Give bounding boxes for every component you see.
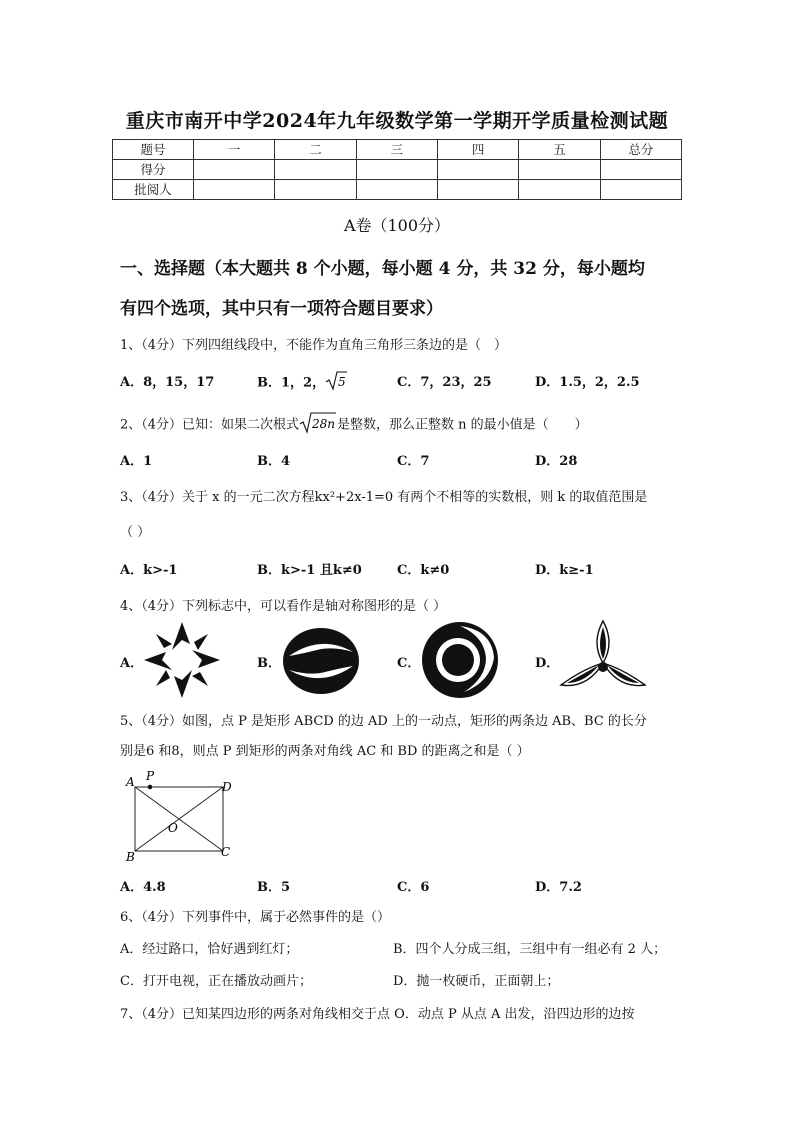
q1-option-a[interactable]: A．8，15，17 <box>120 375 215 390</box>
q5-option-d[interactable]: D．7.2 <box>535 880 582 895</box>
q4-option-d[interactable]: D． <box>535 656 560 671</box>
q1-option-b-prefix: B．1，2， <box>257 375 326 391</box>
q2-option-a[interactable]: A．1 <box>120 454 153 469</box>
q1-option-b[interactable] <box>257 371 347 395</box>
label-c: C <box>221 845 231 859</box>
page-title: 重庆市南开中学2024年九年级数学第一学期开学质量检测试题 <box>125 110 669 132</box>
q3-option-c[interactable]: C．k≠0 <box>397 563 450 578</box>
table-cell[interactable] <box>437 180 518 200</box>
table-cell[interactable] <box>600 160 681 180</box>
score-table <box>112 139 682 200</box>
table-row <box>113 140 682 160</box>
table-cell: 得分 <box>113 160 194 180</box>
label-o: O <box>168 821 178 835</box>
table-cell: 二 <box>275 140 356 160</box>
q4-stem: 4、（4分）下列标志中，可以看作是轴对称图形的是（ ） <box>120 599 447 614</box>
table-cell: 一 <box>194 140 275 160</box>
q4-option-c[interactable]: C． <box>397 656 421 671</box>
table-row <box>113 180 682 200</box>
table-cell[interactable] <box>275 160 356 180</box>
crescent-circle-logo-icon <box>420 620 500 704</box>
table-cell: 四 <box>437 140 518 160</box>
label-b: B <box>126 850 135 863</box>
table-cell: 三 <box>356 140 437 160</box>
q3-option-d[interactable]: D．k≥-1 <box>535 563 594 578</box>
part1-heading-line1: 一、选择题（本大题共 8 个小题，每小题 4 分，共 32 分，每小题均 <box>120 259 645 279</box>
q1-stem: 1、（4分）下列四组线段中，不能作为直角三角形三条边的是（ ） <box>120 338 508 353</box>
table-cell[interactable] <box>519 180 600 200</box>
q6-stem: 6、（4分）下列事件中，属于必然事件的是（） <box>120 910 391 925</box>
q2-stem <box>120 412 588 438</box>
section-a-heading: A卷（100分） <box>343 216 451 235</box>
q7-stem: 7、（4分）已知某四边形的两条对角线相交于点 O．动点 P 从点 A 出发，沿四边形的边按 <box>120 1007 635 1022</box>
q6-option-c[interactable]: C．打开电视，正在播放动画片； <box>120 974 312 989</box>
table-cell: 题号 <box>113 140 194 160</box>
sqrt-symbol <box>325 371 347 395</box>
table-cell[interactable] <box>519 160 600 180</box>
q5-option-a[interactable]: A．4.8 <box>120 880 166 895</box>
label-p: P <box>146 769 155 783</box>
q2-option-d[interactable]: D．28 <box>535 454 578 469</box>
q3-stem-line1: 3、（4分）关于 x 的一元二次方程kx²+2x-1=0 有两个不相等的实数根，则 k 的取值范围是 <box>120 490 648 505</box>
q6-option-a[interactable]: A．经过路口，恰好遇到红灯； <box>120 942 299 957</box>
ring-swoosh-logo-icon <box>281 626 361 700</box>
q4-option-b[interactable]: B． <box>257 656 281 671</box>
q1-option-c[interactable]: C．7，23，25 <box>397 375 492 390</box>
table-cell[interactable] <box>194 160 275 180</box>
table-row <box>113 160 682 180</box>
table-cell: 总分 <box>600 140 681 160</box>
q1-option-d[interactable]: D．1.5，2，2.5 <box>535 375 640 390</box>
label-a: A <box>126 775 135 789</box>
q2-option-c[interactable]: C．7 <box>397 454 430 469</box>
q3-option-b[interactable]: B．k>-1 且k≠0 <box>257 563 362 578</box>
q4-option-a[interactable]: A． <box>120 656 144 671</box>
table-cell[interactable] <box>356 160 437 180</box>
label-d: D <box>222 780 232 794</box>
q5-stem-line2: 别是6 和8，则点 P 到矩形的两条对角线 AC 和 BD 的距离之和是（ ） <box>120 744 530 759</box>
table-cell: 五 <box>519 140 600 160</box>
q3-option-a[interactable]: A．k>-1 <box>120 563 178 578</box>
part1-heading-line2: 有四个选项，其中只有一项符合题目要求） <box>120 299 443 319</box>
q2-option-b[interactable]: B．4 <box>257 454 291 469</box>
q5-option-c[interactable]: C．6 <box>397 880 430 895</box>
q2-radicand: 28n <box>312 417 336 431</box>
q6-option-b[interactable]: B．四个人分成三组，三组中有一组必有 2 人； <box>393 942 667 957</box>
q6-option-d[interactable]: D．抛一枚硬币，正面朝上； <box>393 974 560 989</box>
q5-stem-line1: 5、（4分）如图，点 P 是矩形 ABCD 的边 AD 上的一动点，矩形的两条边 AB、BC 的长分 <box>120 714 647 729</box>
table-cell[interactable] <box>437 160 518 180</box>
trefoil-petal-logo-icon <box>557 617 649 703</box>
table-cell[interactable] <box>356 180 437 200</box>
table-cell[interactable] <box>194 180 275 200</box>
q2-stem-before: 2、（4分）已知：如果二次根式 <box>120 417 300 433</box>
rectangle-diagram <box>122 768 242 867</box>
table-cell: 批阅人 <box>113 180 194 200</box>
sqrt-symbol <box>299 412 337 438</box>
table-cell[interactable] <box>600 180 681 200</box>
q3-stem-line2: （ ） <box>120 525 151 540</box>
q5-option-b[interactable]: B．5 <box>257 880 291 895</box>
q1-radicand: 5 <box>338 375 346 389</box>
pinwheel-star-logo-icon <box>142 620 222 704</box>
q2-stem-after: 是整数，那么正整数 n 的最小值是（ ） <box>337 417 588 433</box>
table-cell[interactable] <box>275 180 356 200</box>
